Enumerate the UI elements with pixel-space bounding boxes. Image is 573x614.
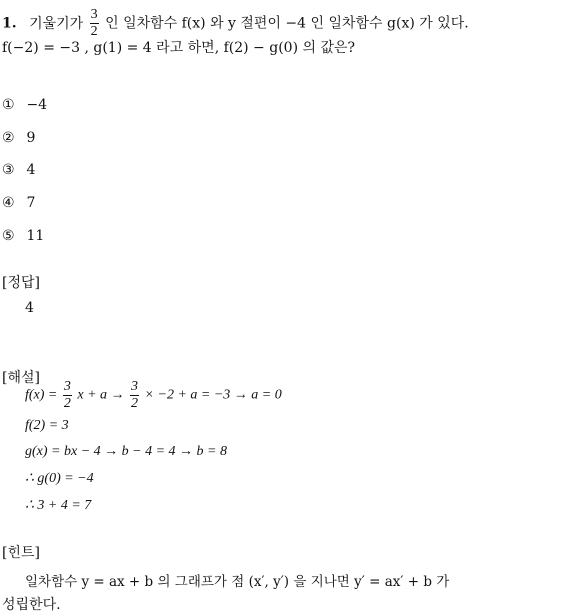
explanation-text: x + a →	[77, 387, 125, 403]
explanation-line-3: g(x) = bx − 4 → b − 4 = 4 → b = 8	[25, 444, 227, 459]
explanation-line-5: ∴ 3 + 4 = 7	[25, 498, 92, 513]
fraction-denominator: 2	[63, 396, 71, 411]
answer-value: 4	[25, 300, 34, 316]
question-line-1	[2, 8, 469, 39]
choice-mark: ③	[2, 162, 15, 178]
choice-1[interactable]	[2, 97, 47, 113]
choice-5[interactable]	[2, 228, 44, 244]
slope-numerator: 3	[90, 7, 98, 22]
choice-4[interactable]	[2, 195, 35, 211]
choice-value: 11	[26, 228, 45, 244]
fraction-denominator: 2	[131, 396, 139, 411]
fraction-numerator: 3	[131, 379, 139, 394]
explanation-line-1	[25, 380, 282, 411]
explanation-text: f(x) =	[25, 387, 58, 403]
choice-value: −4	[26, 97, 48, 113]
slope-fraction	[90, 8, 99, 39]
hint-line-2: 성립한다.	[2, 597, 61, 613]
slope-denominator: 2	[90, 24, 98, 39]
choice-mark: ⑤	[2, 228, 15, 244]
choice-value: 9	[26, 130, 36, 146]
choice-mark: ④	[2, 195, 15, 211]
question-text-pre: 기울기가	[29, 15, 84, 32]
question-number: 1.	[2, 15, 17, 32]
explanation-text: × −2 + a = −3 → a = 0	[144, 387, 282, 403]
fraction-2	[130, 380, 139, 411]
answer-label: [정답]	[2, 275, 40, 291]
explanation-line-4: ∴ g(0) = −4	[25, 471, 94, 486]
fraction-numerator: 3	[63, 379, 71, 394]
explanation-line-2: f(2) = 3	[25, 418, 69, 433]
explanation-label: [해설]	[2, 370, 40, 386]
fraction-1	[63, 380, 72, 411]
choice-value: 4	[26, 162, 36, 178]
choice-2[interactable]	[2, 130, 35, 146]
question-text-post: 인 일차함수 f(x) 와 y 절편이 −4 인 일차함수 g(x) 가 있다.	[105, 15, 469, 32]
choice-value: 7	[26, 195, 36, 211]
hint-label: [힌트]	[2, 545, 40, 561]
choice-mark: ②	[2, 130, 15, 146]
choice-3[interactable]	[2, 162, 35, 178]
question-line-2: f(−2) = −3 , g(1) = 4 라고 하면, f(2) − g(0) 의 값은?	[2, 40, 356, 56]
choice-mark: ①	[2, 97, 15, 113]
hint-line-1: 일차함수 y = ax + b 의 그래프가 점 (x′, y′) 을 지나면 y′ = ax′ + b 가	[25, 574, 450, 590]
